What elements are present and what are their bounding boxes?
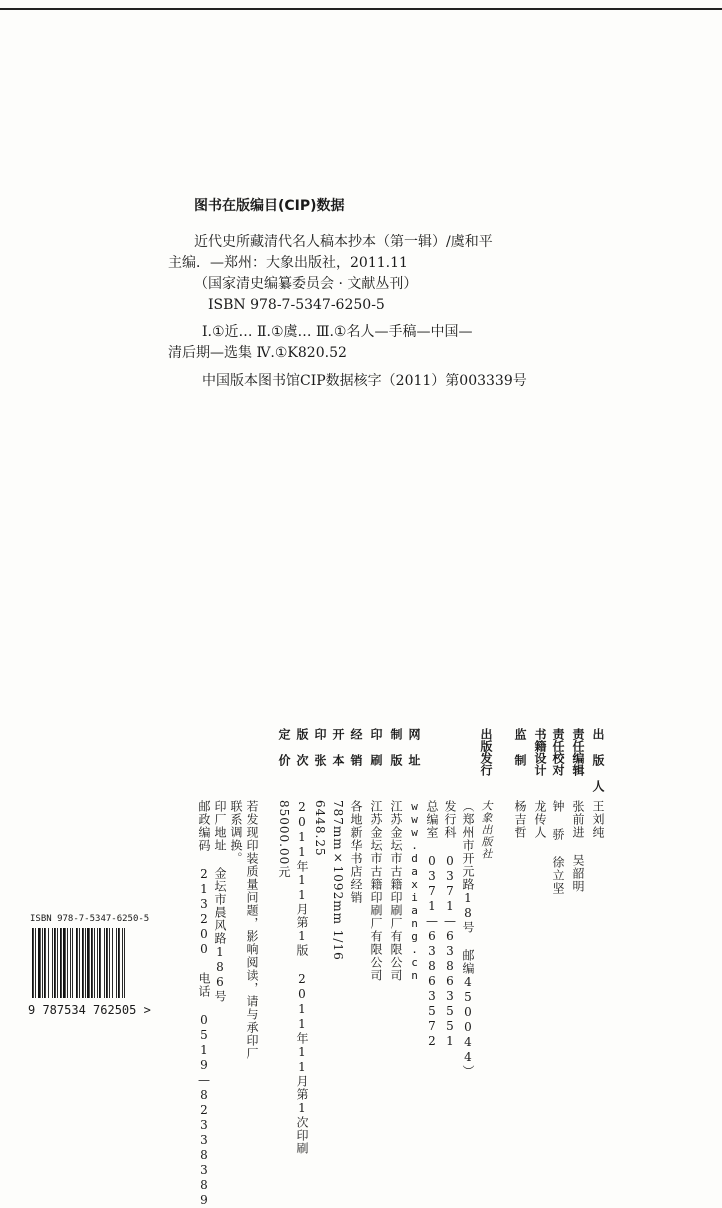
publisher-phone-distribution: 发行科 0371—63863551 xyxy=(443,800,457,1049)
value-distribution: 各地新华书店经销 xyxy=(349,800,363,904)
isbn-barcode xyxy=(30,928,158,998)
cip-line-2: 主编．—郑州：大象出版社，2011.11 xyxy=(168,255,408,271)
label-publisher: 出版发行 xyxy=(479,728,493,776)
value-sheets: 6448.25 xyxy=(313,800,327,857)
top-rule xyxy=(0,8,722,10)
label-sheets: 印 张 xyxy=(313,728,327,766)
publisher-phone-editorial: 总编室 0371—63863572 xyxy=(425,800,439,1049)
cip-title: 图书在版编目(CIP)数据 xyxy=(194,198,345,214)
value-publisher-person: 王刘纯 xyxy=(591,800,605,839)
label-printing: 印 刷 xyxy=(369,728,383,766)
label-supervisor: 监 制 xyxy=(513,728,527,766)
value-format: 787mm×1092mm 1/16 xyxy=(331,800,345,961)
value-website: www.daxiang.cn xyxy=(408,800,421,982)
value-plate-making: 江苏金坛市古籍印刷厂有限公司 xyxy=(389,800,403,982)
publisher-address: （郑州市开元路18号 邮编450044） xyxy=(461,800,475,1078)
cip-classification-1: Ⅰ.①近… Ⅱ.①虞… Ⅲ.①名人—手稿—中国— xyxy=(202,324,473,340)
publisher-logo: 大象出版社 xyxy=(480,800,493,860)
label-publisher-person: 出 版 人 xyxy=(591,728,605,792)
barcode-digits: 9 787534 762505 > xyxy=(28,1003,151,1017)
cip-classification-2: 清后期—选集 Ⅳ.①K820.52 xyxy=(168,345,347,361)
label-editor: 责任编辑 xyxy=(571,728,585,776)
label-edition: 版 次 xyxy=(295,728,309,766)
cip-isbn: ISBN 978-7-5347-6250-5 xyxy=(208,297,385,313)
label-plate-making: 制 版 xyxy=(389,728,403,766)
value-proofreader: 钟 骄 徐立坚 xyxy=(551,800,565,895)
value-printing: 江苏金坛市古籍印刷厂有限公司 xyxy=(369,800,383,982)
cip-record-number: 中国版本图书馆CIP数据核字（2011）第003339号 xyxy=(202,373,527,389)
barcode-isbn-text: ISBN 978-7-5347-6250-5 xyxy=(30,914,150,924)
value-book-design: 龙传人 xyxy=(533,800,547,839)
label-price: 定 价 xyxy=(277,728,291,766)
label-proofreader: 责任校对 xyxy=(551,728,565,776)
value-edition: 2011年11月第1版 2011年11月第1次印刷 xyxy=(295,800,309,1155)
notice-line-1: 若发现印装质量问题，影响阅读，请与承印厂 xyxy=(245,800,259,1060)
label-website: 网 址 xyxy=(407,728,421,766)
cip-line-3: （国家清史编纂委员会 · 文献丛刊） xyxy=(194,276,418,292)
value-editor: 张前进 吴韶明 xyxy=(571,800,585,893)
label-format: 开 本 xyxy=(331,728,345,766)
label-distribution: 经 销 xyxy=(349,728,363,766)
notice-line-4: 邮政编码 213200 电话 0519—82338389 xyxy=(197,800,211,1208)
label-book-design: 书籍设计 xyxy=(533,728,547,776)
cip-line-1: 近代史所藏清代名人稿本抄本（第一辑）/虞和平 xyxy=(194,234,493,250)
notice-line-2: 联系调换。 xyxy=(229,800,243,865)
value-supervisor: 杨吉哲 xyxy=(513,800,527,839)
value-price: 85000.00元 xyxy=(277,800,291,879)
notice-line-3: 印厂地址 金坛市晨风路186号 xyxy=(213,800,227,1003)
